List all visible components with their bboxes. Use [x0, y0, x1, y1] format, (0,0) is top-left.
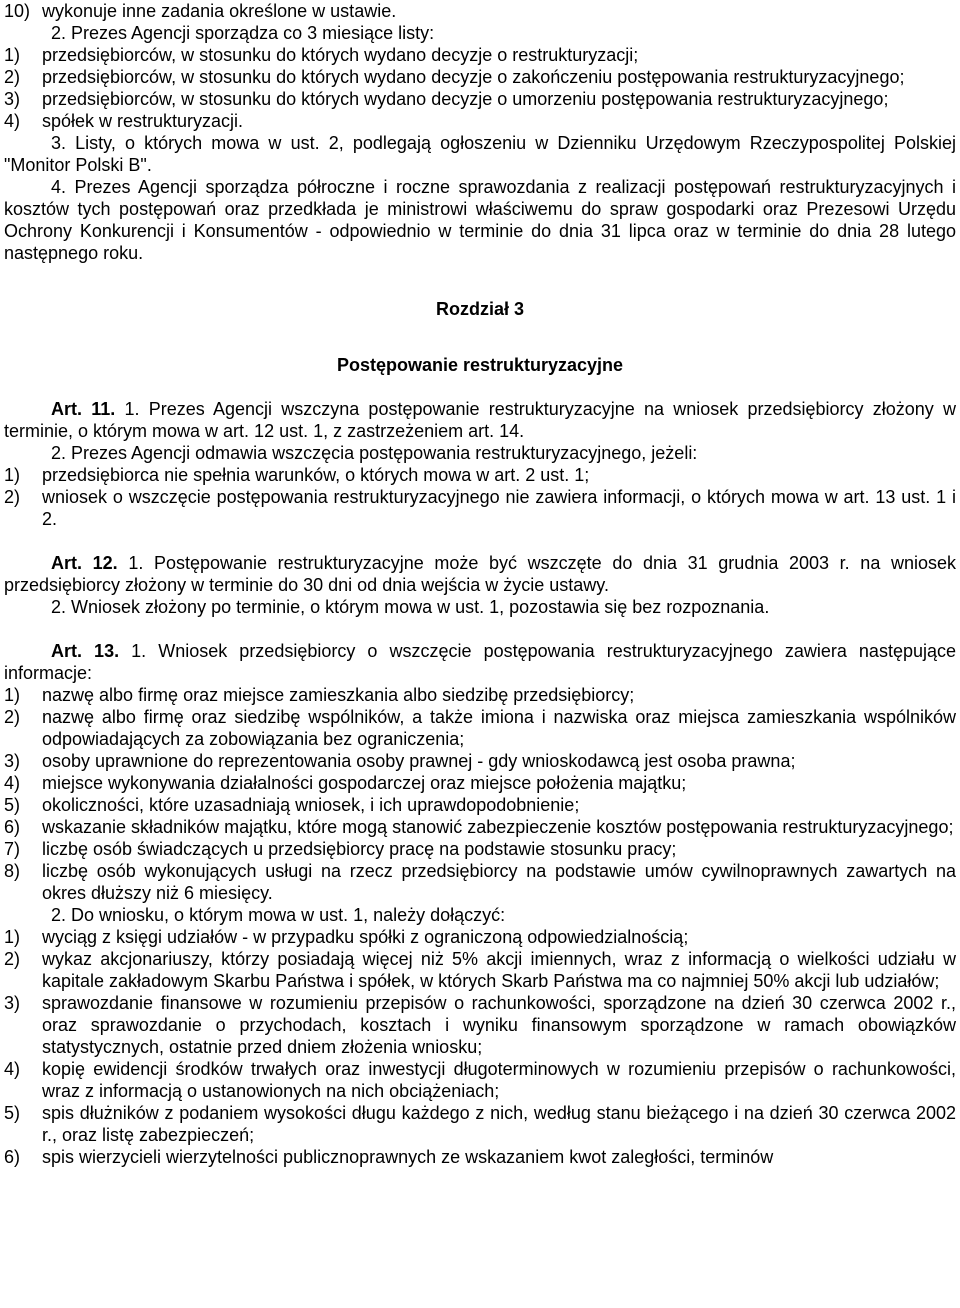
paragraph: 4. Prezes Agencji sporządza półroczne i roczne sprawozdania z realizacji postępowań restrukturyzacyjnych i kosztów tych postępowań oraz przedkłada je ministrowi właściwemu do spraw gospodarki oraz Prezesowi Urzędu Ochrony Konkurencji i Konsumentów - odpowiednio w terminie do dnia 31 lipca oraz w terminie do dnia 28 lutego następnego roku. [4, 177, 956, 263]
list-item [4, 464, 956, 486]
item-text: nazwę albo firmę oraz siedzibę wspólników, a także imiona i nazwiska oraz miejsca zamieszkania wspólników odpowiadających za zobowiązania bez ograniczenia; [42, 707, 956, 749]
item-number: 2) [4, 949, 21, 969]
paragraph: 2. Prezes Agencji sporządza co 3 miesiące listy: [51, 23, 435, 43]
list-item [4, 992, 956, 1058]
list-item [4, 772, 956, 794]
list-item [4, 948, 956, 992]
paragraph: 1. Wniosek przedsiębiorcy o wszczęcie postępowania restrukturyzacyjnego zawiera następujące informacje: [4, 641, 956, 683]
item-number: 8) [4, 861, 21, 881]
item-number: 1) [4, 465, 21, 485]
item-number: 7) [4, 839, 21, 859]
list-item [4, 44, 956, 66]
item-text: wskazanie składników majątku, które mogą stanowić zabezpieczenie kosztów postępowania restrukturyzacyjnego; [42, 817, 954, 837]
article-13 [4, 640, 956, 684]
list-item [4, 1058, 956, 1102]
item-text: wyciąg z księgi udziałów - w przypadku spółki z ograniczoną odpowiedzialnością; [42, 927, 689, 947]
paragraph: 2. Do wniosku, o którym mowa w ust. 1, należy dołączyć: [51, 905, 506, 925]
list-item [4, 794, 956, 816]
list-item [4, 926, 956, 948]
item-text: wykaz akcjonariuszy, którzy posiadają więcej niż 5% akcji imiennych, wraz z informacją o wielkości udziału w kapitale zakładowym Skarbu Państwa i spółek, w których Skarb Państwa ma co najmniej 50% akcji lub udziałów; [42, 949, 956, 991]
item-number: 3) [4, 89, 21, 109]
paragraph: 2. Prezes Agencji odmawia wszczęcia postępowania restrukturyzacyjnego, jeżeli: [51, 443, 698, 463]
item-text: miejsce wykonywania działalności gospodarczej oraz miejsce położenia majątku; [42, 773, 687, 793]
list-item [4, 1146, 956, 1168]
item-number: 1) [4, 927, 21, 947]
item-number: 2) [4, 707, 21, 727]
list-item [4, 706, 956, 750]
item-number: 10) [4, 1, 31, 21]
item-text: spółek w restrukturyzacji. [42, 111, 244, 131]
item-text: wniosek o wszczęcie postępowania restrukturyzacyjnego nie zawiera informacji, o których mowa w art. 13 ust. 1 i 2. [42, 487, 956, 529]
list [4, 44, 956, 132]
item-text: spis wierzycieli wierzytelności publicznoprawnych ze wskazaniem kwot zaległości, terminów [42, 1147, 774, 1167]
item-text: okoliczności, które uzasadniają wniosek, i ich uprawdopodobnienie; [42, 795, 580, 815]
article-heading: Art. 12. [51, 553, 118, 573]
list-item [4, 110, 956, 132]
item-number: 4) [4, 1059, 21, 1079]
item-number: 4) [4, 773, 21, 793]
item-number: 2) [4, 487, 21, 507]
item-number: 2) [4, 67, 21, 87]
item-text: liczbę osób wykonujących usługi na rzecz przedsiębiorcy na podstawie umów cywilnoprawnych zawartych na okres dłuższy niż 6 miesięcy. [42, 861, 956, 903]
chapter-subtitle: Postępowanie restrukturyzacyjne [336, 355, 624, 375]
item-text: nazwę albo firmę oraz miejsce zamieszkania albo siedzibę przedsiębiorcy; [42, 685, 635, 705]
chapter-title: Rozdział 3 [435, 299, 524, 319]
item-text: kopię ewidencji środków trwałych oraz inwestycji długoterminowych w rozumieniu przepisów o rachunkowości, wraz z informacją o ustanowionych na nich obciążeniach; [42, 1059, 956, 1101]
article-heading: Art. 13. [51, 641, 120, 661]
paragraph: 1. Prezes Agencji wszczyna postępowanie restrukturyzacyjne na wniosek przedsiębiorcy złożony w terminie, o którym mowa w art. 12 ust. 1, z zastrzeżeniem art. 14. [4, 399, 956, 441]
list-item [4, 684, 956, 706]
list-item [4, 860, 956, 904]
list-item [4, 816, 956, 838]
item-number: 6) [4, 817, 21, 837]
list-item [4, 1102, 956, 1146]
item-text: przedsiębiorców, w stosunku do których wydano decyzje o zakończeniu postępowania restrukturyzacyjnego; [42, 67, 905, 87]
item-text: osoby uprawnione do reprezentowania osoby prawnej - gdy wnioskodawcą jest osoba prawna; [42, 751, 796, 771]
item-number: 6) [4, 1147, 21, 1167]
item-text: przedsiębiorca nie spełnia warunków, o których mowa w art. 2 ust. 1; [42, 465, 590, 485]
item-number: 4) [4, 111, 21, 131]
item-text: przedsiębiorców, w stosunku do których wydano decyzje o umorzeniu postępowania restrukturyzacyjnego; [42, 89, 889, 109]
list-item [4, 66, 956, 88]
list-item [4, 88, 956, 110]
item-number: 1) [4, 45, 21, 65]
list-item [4, 0, 956, 22]
item-text: sprawozdanie finansowe w rozumieniu przepisów o rachunkowości, sporządzone na dzień 30 czerwca 2002 r., oraz sprawozdanie o przychodach, kosztach i wyniku finansowym sporządzone w ramach obowiązków statystycznych, ostatnie przed dniem złożenia wniosku; [42, 993, 956, 1057]
paragraph: 2. Wniosek złożony po terminie, o którym mowa w ust. 1, pozostawia się bez rozpoznania. [51, 597, 770, 617]
item-number: 3) [4, 751, 21, 771]
item-number: 3) [4, 993, 21, 1013]
article-12 [4, 552, 956, 596]
paragraph: 3. Listy, o których mowa w ust. 2, podlegają ogłoszeniu w Dzienniku Urzędowym Rzeczypospolitej Polskiej "Monitor Polski B". [4, 133, 956, 175]
item-text: liczbę osób świadczących u przedsiębiorcy pracę na podstawie stosunku pracy; [42, 839, 677, 859]
list-item [4, 486, 956, 530]
item-text: spis dłużników z podaniem wysokości długu każdego z nich, według stanu bieżącego i na dzień 30 czerwca 2002 r., oraz listę zabezpieczeń; [42, 1103, 956, 1145]
item-number: 5) [4, 1103, 21, 1123]
item-text: przedsiębiorców, w stosunku do których wydano decyzje o restrukturyzacji; [42, 45, 639, 65]
item-text: wykonuje inne zadania określone w ustawie. [42, 1, 397, 21]
item-number: 1) [4, 685, 21, 705]
article-11 [4, 398, 956, 442]
item-number: 5) [4, 795, 21, 815]
paragraph: 1. Postępowanie restrukturyzacyjne może być wszczęte do dnia 31 grudnia 2003 r. na wniosek przedsiębiorcy złożony w terminie do 30 dni od dnia wejścia w życie ustawy. [4, 553, 956, 595]
list-item [4, 750, 956, 772]
list-item [4, 838, 956, 860]
article-heading: Art. 11. [51, 399, 116, 419]
